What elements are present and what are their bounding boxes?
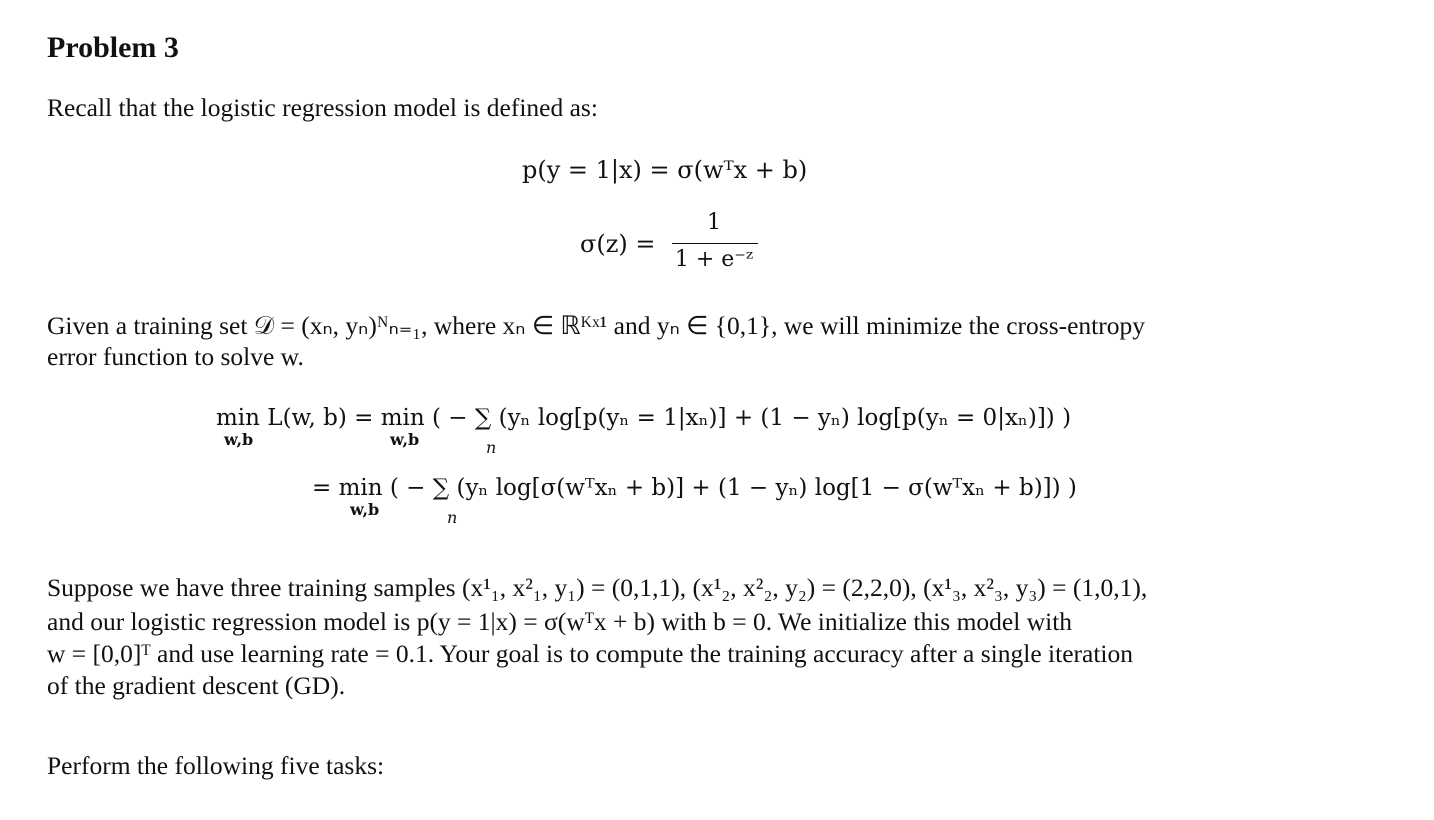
problem-title: Problem 3 [47, 31, 179, 64]
loss-under-wb-1: w,b [224, 430, 254, 449]
sigmoid-lhs: σ(z) = [580, 230, 656, 258]
loss-line-1: min L(w, b) = min ( − ∑ (yₙ log[p(yₙ = 1|xₙ)] + (1 − yₙ) log[p(yₙ = 0|xₙ)]) ) [216, 405, 1072, 431]
loss-under-wb-3: w,b [350, 500, 380, 519]
loss-line-2: = min ( − ∑ (yₙ log[σ(wᵀxₙ + b)] + (1 − yₙ) log[1 − σ(wᵀxₙ + b)]) ) [312, 475, 1077, 501]
tasks-text: Perform the following five tasks: [47, 751, 385, 780]
suppose-line-3: w = [0,0]ᵀ and use learning rate = 0.1. Your goal is to compute the training accuracy after a single iteration [47, 639, 1134, 668]
given-line-2: error function to solve w. [47, 342, 304, 371]
loss-under-wb-2: w,b [390, 430, 420, 449]
fraction-bar [672, 243, 758, 244]
suppose-line-4: of the gradient descent (GD). [47, 671, 346, 700]
suppose-line-1: Suppose we have three training samples (x¹₁, x²₁, y₁) = (0,1,1), (x¹₂, x²₂, y₂) = (2,2,0), (x¹₃, x²₃, y₃) = (1,0,1), [47, 573, 1148, 602]
sum-index-2: n [447, 508, 458, 527]
sigmoid-numerator: 1 [707, 210, 721, 235]
intro-text: Recall that the logistic regression model is defined as: [47, 93, 598, 122]
sigmoid-denominator: 1 + e⁻ᶻ [674, 247, 754, 272]
model-equation [522, 154, 807, 186]
sum-index-1: n [486, 438, 497, 457]
given-line-1: Given a training set 𝒟 = (xₙ, yₙ)ᴺₙ₌₁, where xₙ ∈ ℝᴷˣ¹ and yₙ ∈ {0,1}, we will minimize the cross-entropy [47, 311, 1145, 340]
model-equation-text: p(y = 1|x) = σ(wᵀx + b) [522, 156, 808, 184]
suppose-line-2: and our logistic regression model is p(y = 1|x) = σ(wᵀx + b) with b = 0. We initialize this model with [47, 607, 1073, 636]
